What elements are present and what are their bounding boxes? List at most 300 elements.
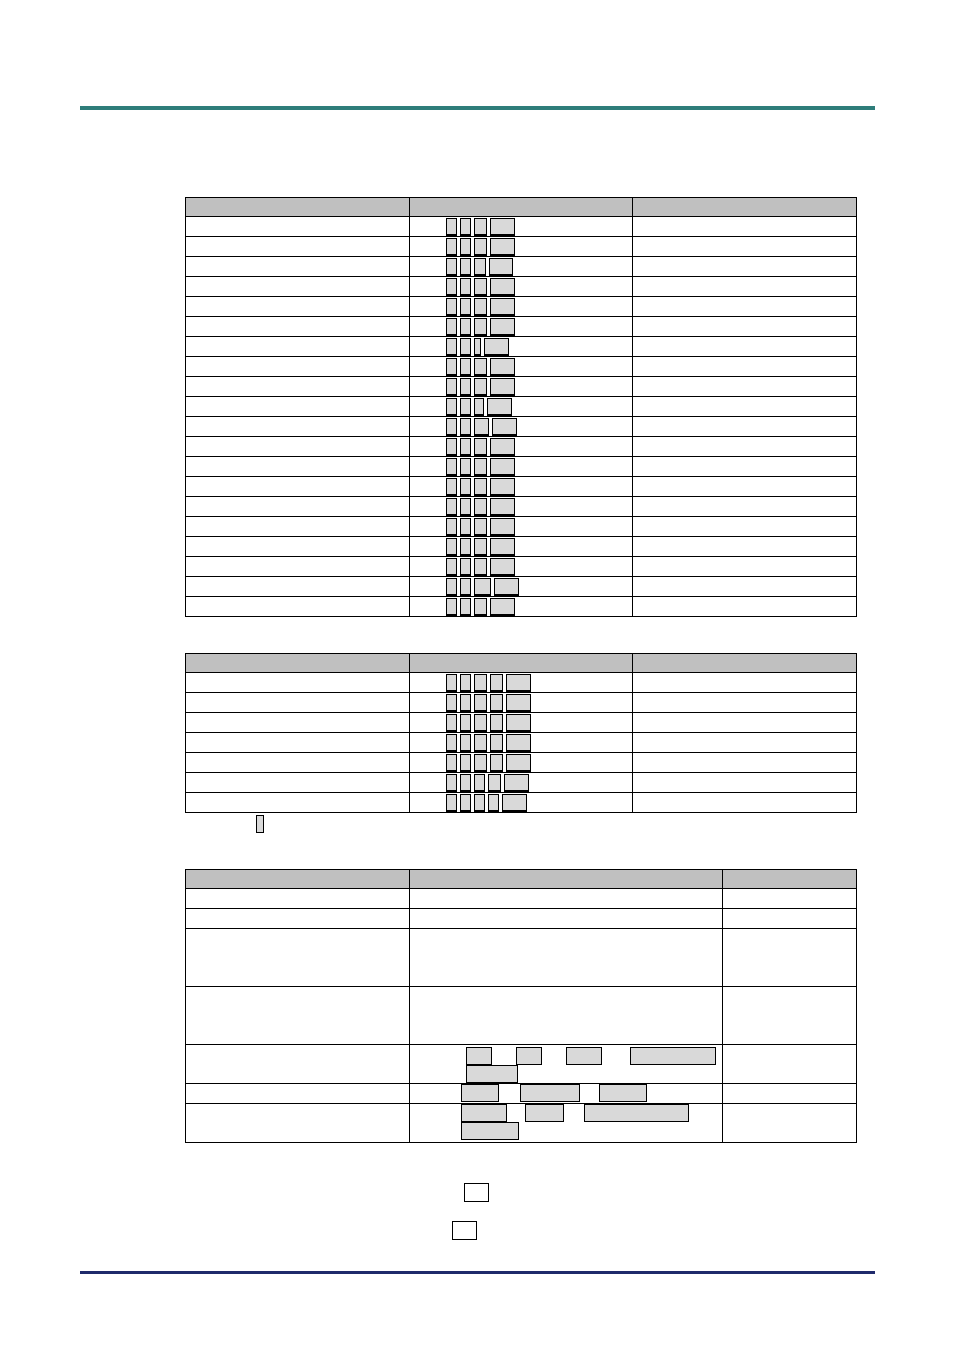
placeholder-box [490,218,515,236]
placeholder-box [584,1104,689,1122]
placeholder-box [446,558,457,576]
placeholder-box [474,674,487,692]
table-3-header-cell [723,870,857,889]
box-group [410,517,632,536]
table-cell [186,337,410,357]
placeholder-box [502,794,527,812]
box-group [410,377,632,396]
placeholder-box [460,458,471,476]
placeholder-box [446,754,457,772]
placeholder-box [460,754,471,772]
table-row [186,889,857,909]
table-cell [186,1084,410,1104]
table-3-header-cell [186,870,410,889]
placeholder-box [446,338,457,356]
placeholder-box [460,478,471,496]
placeholder-box [446,438,457,456]
table-cell [186,987,410,1045]
placeholder-box [490,538,515,556]
table-cell [633,497,857,517]
table-cell [410,1104,723,1143]
placeholder-box [461,1122,519,1140]
box-group [410,597,632,616]
table-cell [410,733,633,753]
box-group [410,773,632,792]
placeholder-box [460,498,471,516]
placeholder-box [474,734,487,752]
footer-rule [80,1271,875,1274]
placeholder-box [460,794,471,812]
placeholder-box [490,438,515,456]
table-cell [723,929,857,987]
footnote-box [452,1221,477,1240]
table-cell [410,417,633,437]
placeholder-box [525,1104,564,1122]
table-cell [410,597,633,617]
placeholder-box [446,714,457,732]
placeholder-box [474,714,487,732]
table-row [186,557,857,577]
table-row [186,673,857,693]
table-cell [186,497,410,517]
placeholder-box [474,238,487,256]
placeholder-box [460,418,471,436]
placeholder-box [490,754,503,772]
placeholder-box [474,258,486,276]
table-cell [186,217,410,237]
table-cell [186,577,410,597]
placeholder-box [461,1084,499,1102]
table-cell [410,237,633,257]
table-2-header-row [186,654,857,673]
placeholder-box [474,418,489,436]
placeholder-box [474,498,487,516]
placeholder-box [446,694,457,712]
placeholder-box [466,1065,518,1083]
placeholder-box [599,1084,647,1102]
placeholder-box [490,498,515,516]
table-cell [186,1104,410,1143]
table-cell [633,773,857,793]
placeholder-box [490,318,515,336]
table-cell [633,237,857,257]
box-group [410,317,632,336]
table-cell [633,337,857,357]
box-group [410,713,632,732]
placeholder-box [446,278,457,296]
table-cell [410,257,633,277]
table-cell [633,317,857,337]
placeholder-box [446,238,457,256]
table-cell [186,773,410,793]
box-group [410,693,632,712]
table-cell [633,417,857,437]
placeholder-box [446,378,457,396]
placeholder-box [474,478,487,496]
table-cell [186,357,410,377]
placeholder-box [506,734,531,752]
table-cell [633,477,857,497]
placeholder-box [446,774,457,792]
placeholder-box [489,258,513,276]
table-row [186,987,857,1045]
table-cell [633,733,857,753]
table-cell [410,987,723,1045]
table-row [186,693,857,713]
table-cell [410,537,633,557]
table-cell [410,929,723,987]
box-group [410,577,632,596]
table-row [186,753,857,773]
placeholder-box [474,538,487,556]
table-row [186,277,857,297]
placeholder-box [488,774,501,792]
placeholder-box [474,398,484,416]
table-cell [186,317,410,337]
placeholder-box [494,578,519,596]
note-marker [256,815,264,833]
placeholder-box [446,538,457,556]
placeholder-box [446,318,457,336]
box-group [410,753,632,772]
placeholder-box [460,438,471,456]
placeholder-box [474,458,487,476]
table-row [186,477,857,497]
box-group [410,357,632,376]
table-row [186,377,857,397]
table-cell [186,889,410,909]
table-cell [723,889,857,909]
box-group [410,277,632,296]
placeholder-box [461,1104,507,1122]
table-cell [723,1084,857,1104]
table-1-body [186,217,857,617]
placeholder-box [446,578,457,596]
placeholder-box [474,438,487,456]
placeholder-box [492,418,517,436]
table-cell [186,733,410,753]
table-row [186,1104,857,1143]
placeholder-box [460,774,471,792]
placeholder-box [460,694,471,712]
placeholder-box [460,378,471,396]
placeholder-box [460,318,471,336]
placeholder-box [490,238,515,256]
table-cell [410,693,633,713]
placeholder-box [460,398,471,416]
table-cell [633,537,857,557]
box-group [410,257,632,276]
placeholder-box [474,358,487,376]
placeholder-box [490,278,515,296]
table-cell [633,793,857,813]
placeholder-box [630,1047,716,1065]
table-cell [186,673,410,693]
box-group [410,437,632,456]
box-group [410,537,632,556]
placeholder-box [446,298,457,316]
table-row [186,1084,857,1104]
placeholder-box [516,1047,542,1065]
table-cell [186,517,410,537]
placeholder-box [566,1047,602,1065]
placeholder-box [446,398,457,416]
placeholder-box [487,398,512,416]
placeholder-box [490,378,515,396]
table-cell [186,417,410,437]
table-row [186,1045,857,1084]
placeholder-box [474,318,487,336]
placeholder-box [460,358,471,376]
placeholder-box [474,694,487,712]
table-cell [410,773,633,793]
table-cell [186,277,410,297]
table-row [186,417,857,437]
table-cell [410,497,633,517]
table-3-header-row [186,870,857,889]
placeholder-box [490,714,503,732]
placeholder-box [474,218,487,236]
placeholder-box [506,714,531,732]
table-cell [410,909,723,929]
placeholder-box [474,278,487,296]
table-cell [186,909,410,929]
table-cell [410,577,633,597]
placeholder-box [446,418,457,436]
placeholder-box [446,358,457,376]
placeholder-box [520,1084,580,1102]
box-group [410,673,632,692]
box-group [410,417,632,436]
placeholder-box [446,258,457,276]
placeholder-box [446,734,457,752]
placeholder-box [460,338,471,356]
placeholder-box [460,518,471,536]
table-cell [186,397,410,417]
table-2-header-cell [633,654,857,673]
placeholder-box [446,794,457,812]
table-cell [410,317,633,337]
table-2-header-cell [410,654,633,673]
table-row [186,497,857,517]
table-cell [633,257,857,277]
placeholder-box [506,694,531,712]
table-cell [410,713,633,733]
placeholder-box [446,498,457,516]
table-cell [186,793,410,813]
placeholder-box [460,298,471,316]
placeholder-box [474,754,487,772]
table-cell [633,457,857,477]
table-cell [186,537,410,557]
placeholder-box [460,578,471,596]
table-row [186,457,857,477]
table-cell [633,437,857,457]
table-cell [633,357,857,377]
table-1-header-cell [633,198,857,217]
table-row [186,597,857,617]
placeholder-box [446,598,457,616]
table-row [186,257,857,277]
box-group [410,793,632,812]
table-cell [723,909,857,929]
table-2-body [186,673,857,813]
table-cell [633,673,857,693]
placeholder-box [474,558,487,576]
box-group [410,733,632,752]
table-cell [186,237,410,257]
table-cell [723,987,857,1045]
placeholder-box [490,518,515,536]
table-1-header-cell [186,198,410,217]
placeholder-box [490,674,503,692]
table-cell [633,753,857,773]
box-group [410,397,632,416]
table-cell [186,557,410,577]
box-group [410,217,632,236]
table-row [186,217,857,237]
table-cell [633,377,857,397]
table-cell [410,793,633,813]
table-cell [410,457,633,477]
table-cell [633,597,857,617]
table-cell [410,377,633,397]
placeholder-box [460,258,471,276]
placeholder-box [506,674,531,692]
box-group [410,497,632,516]
placeholder-box [490,298,515,316]
table-cell [186,257,410,277]
table-cell [633,297,857,317]
table-cell [186,1045,410,1084]
table-cell [723,1045,857,1084]
table-1-header-row [186,198,857,217]
placeholder-box [460,558,471,576]
placeholder-box [460,714,471,732]
footnote-box [464,1183,489,1202]
table-cell [410,673,633,693]
table-cell [410,437,633,457]
placeholder-box [490,734,503,752]
placeholder-box [490,478,515,496]
table-row [186,577,857,597]
table-cell [186,929,410,987]
table-cell [633,713,857,733]
placeholder-box [466,1047,492,1065]
placeholder-box [474,578,491,596]
table-row [186,713,857,733]
box-group [410,557,632,576]
box-group [410,297,632,316]
table-row [186,397,857,417]
box-group [410,337,632,356]
placeholder-box [474,378,487,396]
placeholder-box [446,518,457,536]
table-row [186,929,857,987]
placeholder-box [490,694,503,712]
table-cell [186,477,410,497]
table-3 [185,869,857,1143]
table-cell [186,693,410,713]
placeholder-box [446,458,457,476]
table-cell [186,457,410,477]
table-cell [410,889,723,909]
box-group [410,237,632,256]
table-cell [186,753,410,773]
placeholder-box [460,278,471,296]
placeholder-box [474,598,487,616]
placeholder-box [460,674,471,692]
box-group [410,457,632,476]
placeholder-box [460,538,471,556]
placeholder-box [446,478,457,496]
table-cell [410,753,633,773]
table-cell [410,1045,723,1084]
placeholder-box [490,358,515,376]
table-cell [186,713,410,733]
placeholder-box [504,774,529,792]
placeholder-box [474,794,485,812]
placeholder-box [446,674,457,692]
placeholder-box [460,734,471,752]
table-cell [410,357,633,377]
table-row [186,537,857,557]
table-1 [185,197,857,617]
table-cell [410,1084,723,1104]
table-cell [633,577,857,597]
placeholder-box [474,298,487,316]
placeholder-box [490,458,515,476]
table-row [186,517,857,537]
placeholder-box [506,754,531,772]
placeholder-box [460,238,471,256]
table-row [186,437,857,457]
placeholder-box [474,518,487,536]
placeholder-box [490,558,515,576]
placeholder-box [460,598,471,616]
table-cell [410,477,633,497]
placeholder-box [474,774,485,792]
placeholder-box [490,598,515,616]
table-cell [633,217,857,237]
table-3-header-cell [410,870,723,889]
table-row [186,793,857,813]
header-rule [80,106,875,110]
placeholder-box [446,218,457,236]
table-cell [633,557,857,577]
table-row [186,317,857,337]
table-row [186,337,857,357]
table-cell [186,297,410,317]
table-cell [410,397,633,417]
table-cell [410,297,633,317]
table-row [186,297,857,317]
placeholder-box [488,794,499,812]
table-row [186,733,857,753]
table-cell [410,277,633,297]
table-row [186,909,857,929]
table-2 [185,653,857,813]
table-cell [186,437,410,457]
table-row [186,237,857,257]
table-cell [633,277,857,297]
box-group [410,477,632,496]
placeholder-box [460,218,471,236]
table-cell [410,517,633,537]
table-row [186,357,857,377]
table-row [186,773,857,793]
table-cell [410,217,633,237]
